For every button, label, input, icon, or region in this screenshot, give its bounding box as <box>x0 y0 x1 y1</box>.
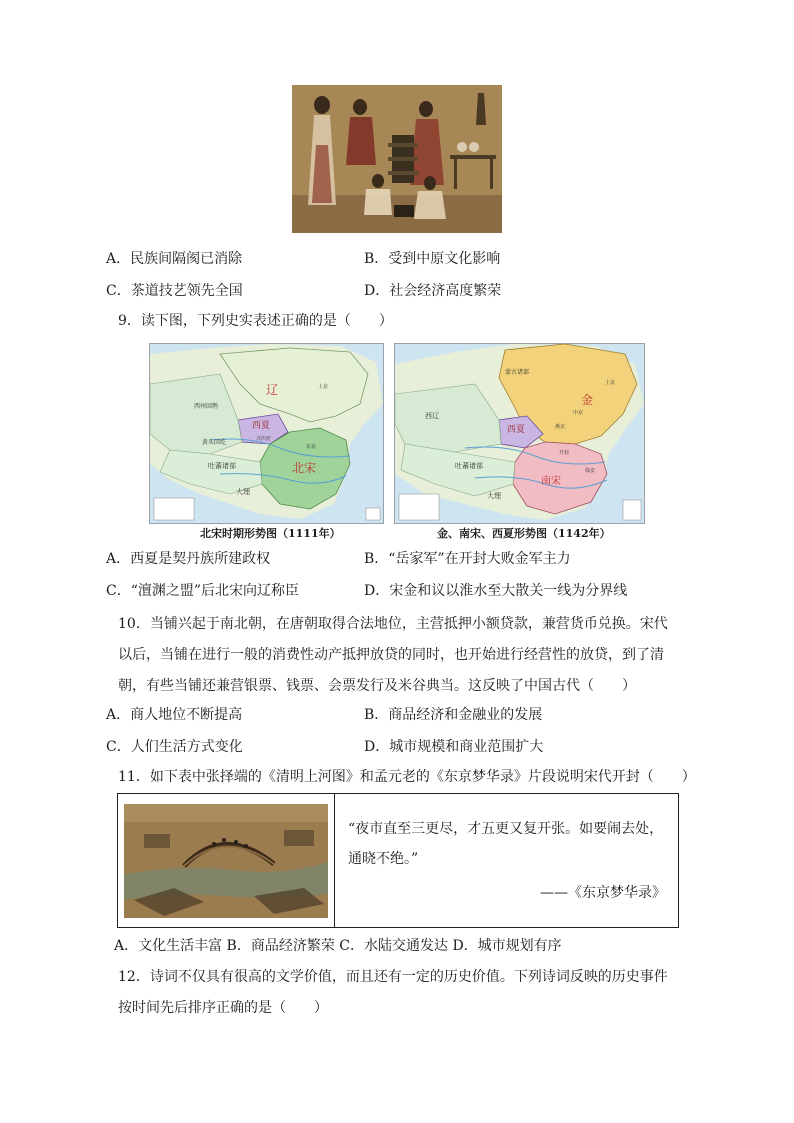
svg-text:蒙古诸部: 蒙古诸部 <box>505 369 530 376</box>
mural-image <box>292 85 502 233</box>
q10-option-b: B．商品经济和金融业的发展 <box>364 707 543 723</box>
q8-option-b: B．受到中原文化影响 <box>364 251 501 267</box>
svg-text:西辽: 西辽 <box>425 412 439 420</box>
q9-option-b: B．“岳家军”在开封大败金军主力 <box>364 551 571 567</box>
q10-option-d: D．城市规模和商业范围扩大 <box>364 739 544 755</box>
q9-option-a: A．西夏是契丹族所建政权 <box>106 551 271 567</box>
svg-text:西州回鹘: 西州回鹘 <box>194 403 219 410</box>
svg-text:大理: 大理 <box>236 488 250 496</box>
svg-text:南宋: 南宋 <box>541 476 561 487</box>
q12-stem: 12．诗词不仅具有很高的文学价值，而且还有一定的历史价值。下列诗词反映的历史事件按时间先后排序正确的是（ ） <box>118 969 668 1016</box>
map2-caption: 金、南宋、西夏形势图（1142年） <box>437 527 611 540</box>
svg-text:中京: 中京 <box>573 410 584 416</box>
svg-text:开封: 开封 <box>559 450 570 456</box>
svg-text:大理: 大理 <box>487 492 501 500</box>
svg-text:上京: 上京 <box>318 384 329 390</box>
quote-source: ——《东京梦华录》 <box>540 885 666 901</box>
svg-text:黄头回纥: 黄头回纥 <box>202 439 227 446</box>
q8-option-d: D．社会经济高度繁荣 <box>364 283 502 299</box>
svg-text:西夏: 西夏 <box>252 421 271 431</box>
q11-options: A．文化生活丰富 B．商品经济繁荣 C．水陆交通发达 D．城市规划有序 <box>114 938 562 954</box>
q9-option-c: C．“澶渊之盟”后北宋向辽称臣 <box>106 583 300 599</box>
q8-option-a: A．民族间隔阂已消除 <box>106 251 243 267</box>
qingming-painting-image <box>124 804 328 918</box>
q11-stem: 11．如下表中张择端的《清明上河图》和孟元老的《东京梦华录》片段说明宋代开封（ ） <box>118 769 696 785</box>
q10-option-c: C．人们生活方式变化 <box>106 739 243 755</box>
q10-option-a: A．商人地位不断提高 <box>106 707 243 723</box>
q11-table <box>117 793 679 928</box>
q9-stem: 9．读下图，下列史实表述正确的是（ ） <box>118 313 393 329</box>
svg-text:吐蕃诸部: 吐蕃诸部 <box>455 462 483 470</box>
dongjing-quote: “夜市直至三更尽，才五更又复开张。如要闹去处，通晓不绝。” <box>348 821 664 867</box>
map-northern-song <box>149 343 384 524</box>
svg-text:燕京: 燕京 <box>555 424 566 430</box>
q9-option-d: D．宋金和议以淮水至大散关一线为分界线 <box>364 583 628 599</box>
svg-text:上京: 上京 <box>605 380 616 386</box>
q8-option-c: C．茶道技艺领先全国 <box>106 283 243 299</box>
svg-text:北宋: 北宋 <box>292 461 317 475</box>
svg-text:临安: 临安 <box>585 468 596 474</box>
svg-text:东京: 东京 <box>306 444 317 450</box>
q10-stem: 10．当铺兴起于南北朝，在唐朝取得合法地位，主营抵押小额贷款，兼营货币兑换。宋代以后，当铺在进行一般的消费性动产抵押放贷的同时，也开始进行经营性的放贷，到了清朝，有些当铺还兼营银票、钱票、会票发行及米谷典当。这反映了中国古代（ ） <box>118 616 668 694</box>
table-divider <box>334 794 335 927</box>
svg-text:西夏: 西夏 <box>507 425 526 435</box>
svg-text:金: 金 <box>581 393 594 407</box>
map1-caption: 北宋时期形势图（1111年） <box>200 527 341 540</box>
svg-text:吐蕃诸部: 吐蕃诸部 <box>208 462 236 470</box>
svg-text:辽: 辽 <box>266 383 279 397</box>
svg-text:兴庆府: 兴庆府 <box>256 436 272 442</box>
map-jin-southern-song <box>394 343 645 524</box>
